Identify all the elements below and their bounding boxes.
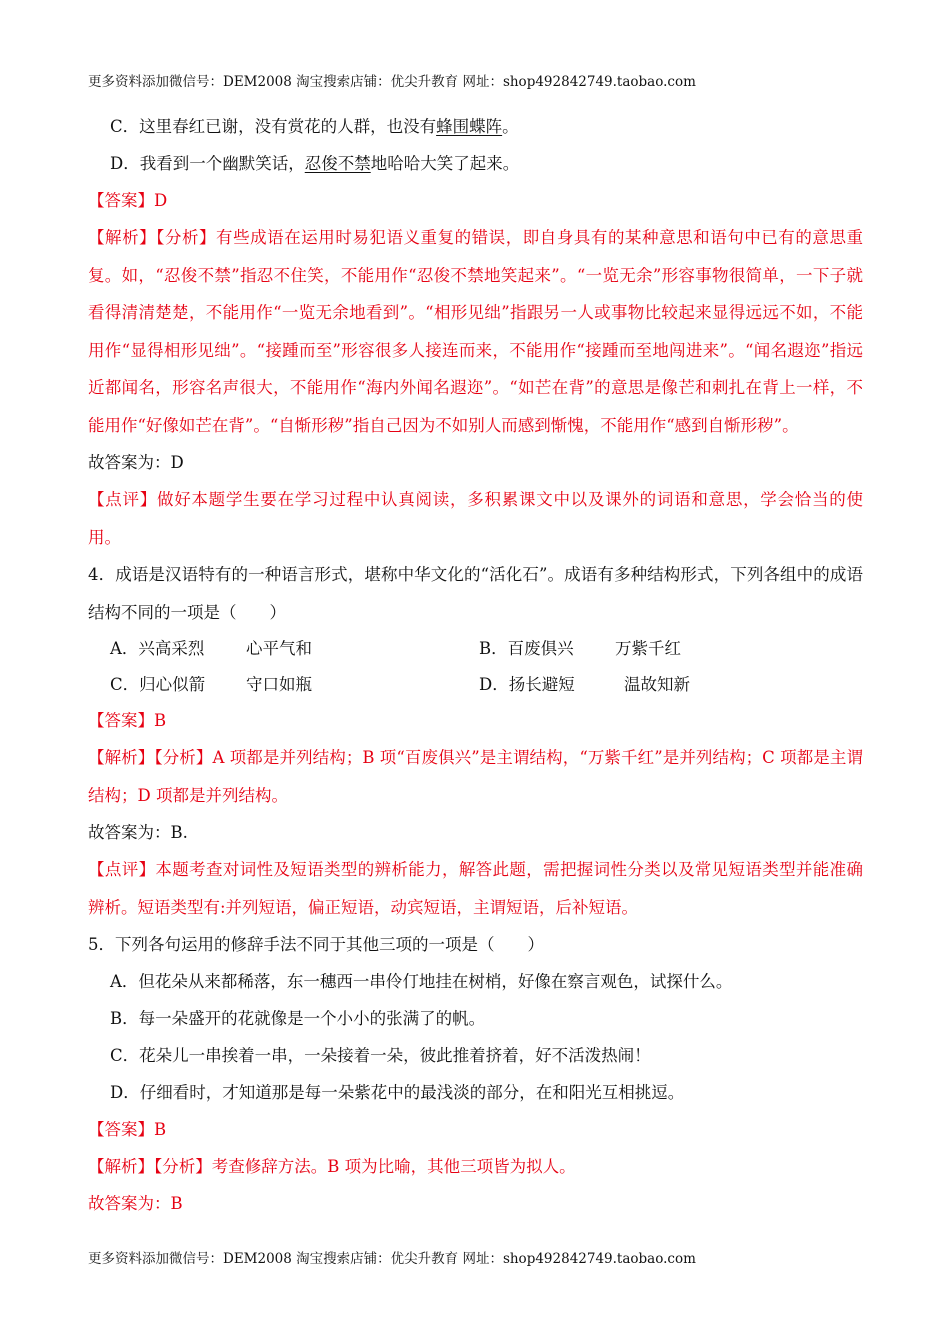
q3-answer: 【答案】D (88, 191, 168, 210)
q3-option-d-underlined: 忍俊不禁 (304, 154, 371, 173)
q4-comment: 【点评】本题考查对词性及短语类型的辨析能力，解答此题，需把握词性分类以及常见短语类型并能准确辨析。短语类型有:并列短语，偏正短语，动宾短语，主谓短语，后补短语。 (88, 860, 863, 917)
q4-option-b-1: B．百废俱兴 (479, 639, 574, 658)
q3-option-c: C．这里春红已谢，没有赏花的人群，也没有蜂围蝶阵。 (110, 117, 519, 136)
q5-option-b: B．每一朵盛开的花就像是一个小小的张满了的帆。 (110, 1009, 486, 1028)
q5-answer: 【答案】B (88, 1120, 167, 1139)
q3-comment: 【点评】做好本题学生要在学习过程中认真阅读，多积累课文中以及课外的词语和意思，学会恰当的使用。 (88, 490, 863, 547)
q5-analysis: 【解析】【分析】考查修辞方法。B 项为比喻，其他三项皆为拟人。 (88, 1157, 576, 1176)
q5-option-d: D．仔细看时，才知道那是每一朵紫花中的最浅淡的部分，在和阳光互相挑逗。 (110, 1083, 685, 1102)
page-footer: 更多资料添加微信号：DEM2008 淘宝搜索店铺：优尖升教育 网址：shop492842749.taobao.com (88, 1251, 696, 1267)
q4-option-d-1: D．扬长避短 (479, 674, 575, 694)
q4-option-a-1: A．兴高采烈 (110, 639, 205, 658)
q4-option-d-2: 温故知新 (624, 674, 690, 694)
q3-analysis: 【解析】【分析】有些成语在运用时易犯语义重复的错误，即自身具有的某种意思和语句中已有的意思重复。如，“忍俊不禁”指忍不住笑，不能用作“忍俊不禁地笑起来”。“一览无余”形容事物很简单，一下子就看得清清楚楚，不能用作“一览无余地看到”。“相形见绌”指跟另一人或事物比较起来显得远远不如，不能用作“显得相形见绌”。“接踵而至”形容很多人接连而来，不能用作“接踵而至地闯进来”。“闻名遐迩”指远近都闻名，形容名声很大，不能用作“海内外闻名遐迩”。“如芒在背”的意思是像芒和刺扎在背上一样，不能用作“好像如芒在背”。“自惭形秽”指自己因为不如别人而感到惭愧，不能用作“感到自惭形秽”。 (88, 228, 863, 435)
page-header: 更多资料添加微信号：DEM2008 淘宝搜索店铺：优尖升教育 网址：shop492842749.taobao.com (88, 74, 696, 90)
q3-final-answer: 故答案为：D (88, 453, 184, 472)
q5-stem: 5．下列各句运用的修辞手法不同于其他三项的一项是（ ） (88, 935, 544, 954)
q4-option-b-2: 万紫千红 (615, 639, 681, 658)
q3-option-d: D．我看到一个幽默笑话，忍俊不禁地哈哈大笑了起来。 (110, 154, 520, 173)
q4-option-a-2: 心平气和 (246, 639, 312, 658)
page-content (88, 108, 863, 1222)
q5-option-a: A．但花朵从来都稀落，东一穗西一串伶仃地挂在树梢，好像在察言观色，试探什么。 (110, 972, 733, 991)
q4-stem: 4．成语是汉语特有的一种语言形式，堪称中华文化的“活化石”。成语有多种结构形式，下列各组中的成语结构不同的一项是（ ） (88, 565, 863, 622)
q5-final-answer: 故答案为：B (88, 1194, 183, 1213)
q4-options-row-2 (88, 667, 863, 703)
q4-option-c-2: 守口如瓶 (246, 674, 312, 694)
q4-answer: 【答案】B (88, 711, 167, 730)
q3-option-c-underlined: 蜂围蝶阵 (436, 117, 503, 136)
q4-options-row-1 (88, 631, 863, 667)
q4-final-answer: 故答案为：B. (88, 823, 188, 842)
q5-option-c: C．花朵儿一串挨着一串，一朵接着一朵，彼此推着挤着，好不活泼热闹！ (110, 1046, 651, 1065)
q4-option-c-1: C．归心似箭 (110, 674, 206, 694)
q4-analysis: 【解析】【分析】A 项都是并列结构；B 项“百废俱兴”是主谓结构，“万紫千红”是并列结构；C 项都是主谓结构；D 项都是并列结构。 (88, 748, 863, 805)
